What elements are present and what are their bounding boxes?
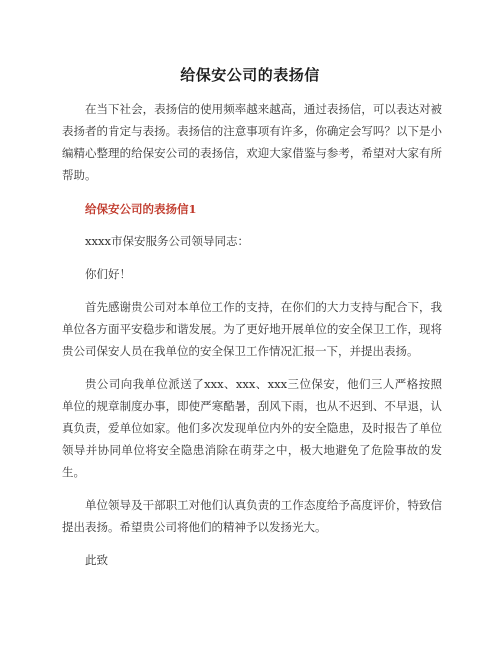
body-paragraph-2: 贵公司向我单位派送了xxx、xxx、xxx三位保安，他们三人严格按照单位的规章制度办事，即使严寒酷暑，刮风下雨，也从不迟到、不早退，认真负责，爱单位如家。他们多次发现单位内外的安全隐患，及时报告了单位领导并协同单位将安全隐患消除在萌芽之中，极大地避免了危险事故的发生。 — [62, 377, 442, 479]
closing-line: 此致 — [85, 553, 108, 567]
document-body — [62, 98, 442, 582]
salutation: xxxx市保安服务公司领导同志： — [85, 234, 249, 248]
intro-paragraph: 在当下社会，表扬信的使用频率越来越高，通过表扬信，可以表达对被表扬者的肯定与表扬。表扬信的注意事项有许多，你确定会写吗？以下是小编精心整理的给保安公司的表扬信，欢迎大家借鉴与参考，希望对大家有所帮助。 — [62, 102, 442, 182]
section-heading: 给保安公司的表扬信1 — [85, 202, 197, 216]
body-paragraph-1: 首先感谢贵公司对本单位工作的支持，在你们的大力支持与配合下，我单位各方面平安稳步和谐发展。为了更好地开展单位的安全保卫工作，现将贵公司保安人员在我单位的安全保卫工作情况汇报一下，并提出表扬。 — [62, 300, 442, 358]
body-paragraph-3: 单位领导及干部职工对他们认真负责的工作态度给予高度评价，特致信提出表扬。希望贵公司将他们的精神予以发扬光大。 — [62, 498, 442, 534]
page-title: 给保安公司的表扬信 — [180, 66, 320, 84]
greeting: 你们好！ — [85, 267, 131, 281]
